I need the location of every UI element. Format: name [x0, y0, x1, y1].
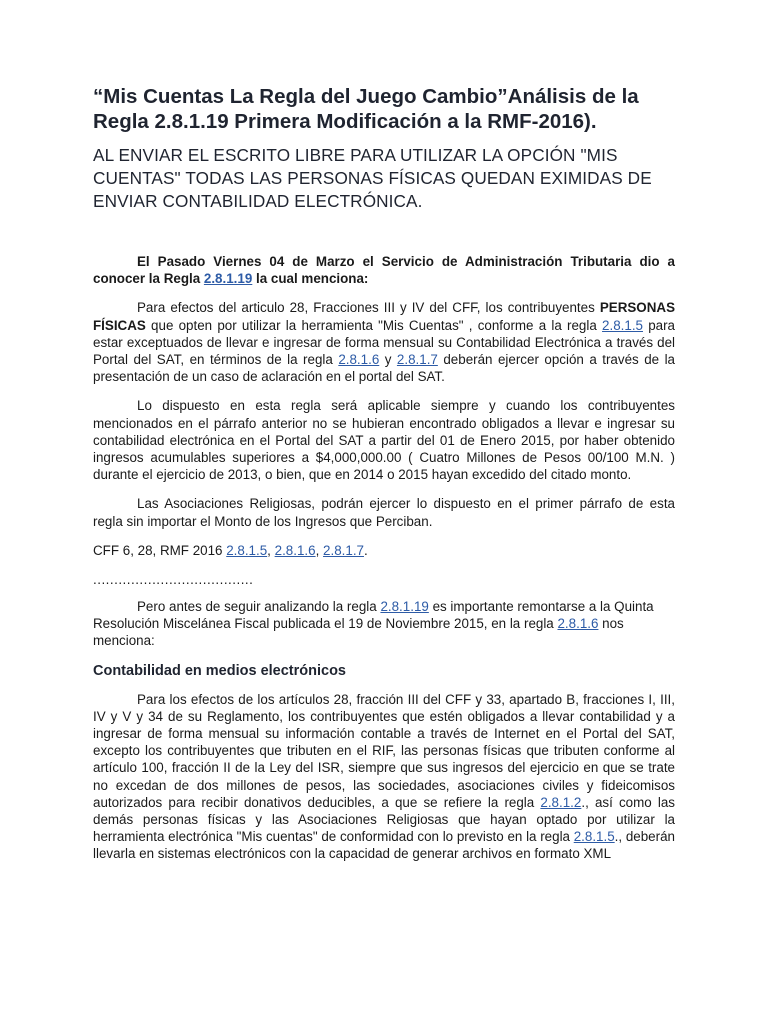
ref-link-2-8-1-5[interactable]: 2.8.1.5 — [226, 542, 268, 558]
rule-link-2-8-1-5[interactable]: 2.8.1.5 — [602, 317, 643, 333]
paragraph-3: Las Asociaciones Religiosas, podrán ejercer lo dispuesto en el primer párrafo de esta regla sin importar el Monto de los Ingresos que Perciban. — [93, 496, 675, 529]
p1-text-d: y — [379, 352, 397, 368]
p5-link-2-8-1-2[interactable]: 2.8.1.2 — [540, 794, 582, 810]
paragraph-4 — [93, 598, 675, 650]
ref-link-2-8-1-7[interactable]: 2.8.1.7 — [323, 542, 364, 558]
document-subtitle: AL ENVIAR EL ESCRITO LIBRE PARA UTILIZAR LA OPCIÓN "MIS CUENTAS" TODAS LAS PERSONAS FÍSICAS QUEDAN EXIMIDAS DE ENVIAR CONTABILIDAD ELECTRÓNICA. — [93, 145, 652, 211]
rule-link-2-8-1-6[interactable]: 2.8.1.6 — [338, 352, 380, 368]
p4-link-2-8-1-6[interactable]: 2.8.1.6 — [557, 616, 599, 632]
intro-paragraph — [93, 253, 675, 287]
p5-link-2-8-1-5[interactable]: 2.8.1.5 — [573, 829, 615, 845]
p1-text-c: para estar exceptuados de llevar e ingresar de forma mensual su Contabilidad Electrónica a través del Portal del SAT, en términos de la regla — [93, 317, 676, 368]
rule-link-2-8-1-19[interactable]: 2.8.1.19 — [203, 271, 253, 287]
separator-dots: ...................................... — [93, 572, 254, 588]
p5-text-a: Para los efectos de los artículos 28, fracción III del CFF y 33, apartado B, fracciones I, III, IV y V y 34 de su Reglamento, los contribuyentes que estén obligados a llevar contabilidad y a ingresar de forma mensual su información contable a través de Internet en el Portal del SAT, excepto los contribuyentes que tributen en el RIF, las personas físicas que tributen conforme al artículo 100, fracción II de la Ley del ISR, siempre que sus ingresos del ejercicio en que se trate no excedan de dos millones de pesos, las sociedades, asociaciones civiles y fideicomisos autorizados para recibir donativos deducibles, a que se refiere la regla — [93, 691, 675, 810]
document-title: “Mis Cuentas La Regla del Juego Cambio”Análisis de la Regla 2.8.1.19 Primera Modificación a la RMF-2016). — [93, 85, 639, 133]
section-heading: Contabilidad en medios electrónicos — [93, 662, 346, 679]
ref-sep-2: , — [315, 542, 324, 558]
paragraph-2: Lo dispuesto en esta regla será aplicable siempre y cuando los contribuyentes mencionados en el párrafo anterior no se hubieran encontrado obligados a llevar e ingresar su contabilidad electrónica en el Portal del SAT a partir del 01 de Enero 2015, por haber obtenido ingresos acumulables superiores a $4,000,000.00 ( Cuatro Millones de Pesos 00/100 M.N. ) durante el ejercicio de 2013, o bien, que en 2014 o 2015 hayan excedido del citado monto. — [93, 398, 675, 483]
p1-bold: PERSONAS FÍSICAS — [93, 300, 675, 333]
p1-text-e: deberán ejercer opción a través de la presentación de un caso de aclaración en el portal del SAT. — [93, 352, 675, 385]
document-body — [93, 84, 675, 875]
p5-text-c: ., deberán llevarla en sistemas electrónicos con la capacidad de generar archivos en formato XML — [93, 829, 675, 862]
p1-text-a: Para efectos del articulo 28, Fracciones III y IV del CFF, los contribuyentes — [137, 300, 600, 316]
ref-sep-1: , — [267, 542, 275, 558]
intro-text: El Pasado Viernes 04 de Marzo el Servicio de Administración Tributaria dio a conocer la Regla — [93, 254, 675, 287]
rule-link-2-8-1-7[interactable]: 2.8.1.7 — [396, 352, 438, 368]
paragraph-1 — [93, 299, 675, 385]
p4-text-c: nos menciona: — [93, 616, 624, 649]
ref-suffix: . — [363, 542, 368, 558]
reference-line — [93, 542, 675, 559]
p5-text-b: ., así como las demás personas físicas y las Asociaciones Religiosas que hayan optado por utilizar la herramienta electrónica "Mis cuentas" de conformidad con lo previsto en la regla — [93, 794, 675, 845]
p4-link-2-8-1-19[interactable]: 2.8.1.19 — [380, 599, 429, 615]
ref-link-2-8-1-6[interactable]: 2.8.1.6 — [274, 542, 316, 558]
paragraph-5 — [93, 691, 675, 863]
ref-prefix: CFF 6, 28, RMF 2016 — [93, 542, 227, 558]
p4-text-a: Pero antes de seguir analizando la regla — [137, 599, 381, 615]
p1-text-b: que opten por utilizar la herramienta "Mis Cuentas" , conforme a la regla — [145, 317, 603, 333]
intro-after: la cual menciona: — [252, 271, 369, 287]
p4-text-b: es importante remontarse a la Quinta Resolución Miscelánea Fiscal publicada el 19 de Noviembre 2015, en la regla — [93, 599, 654, 632]
